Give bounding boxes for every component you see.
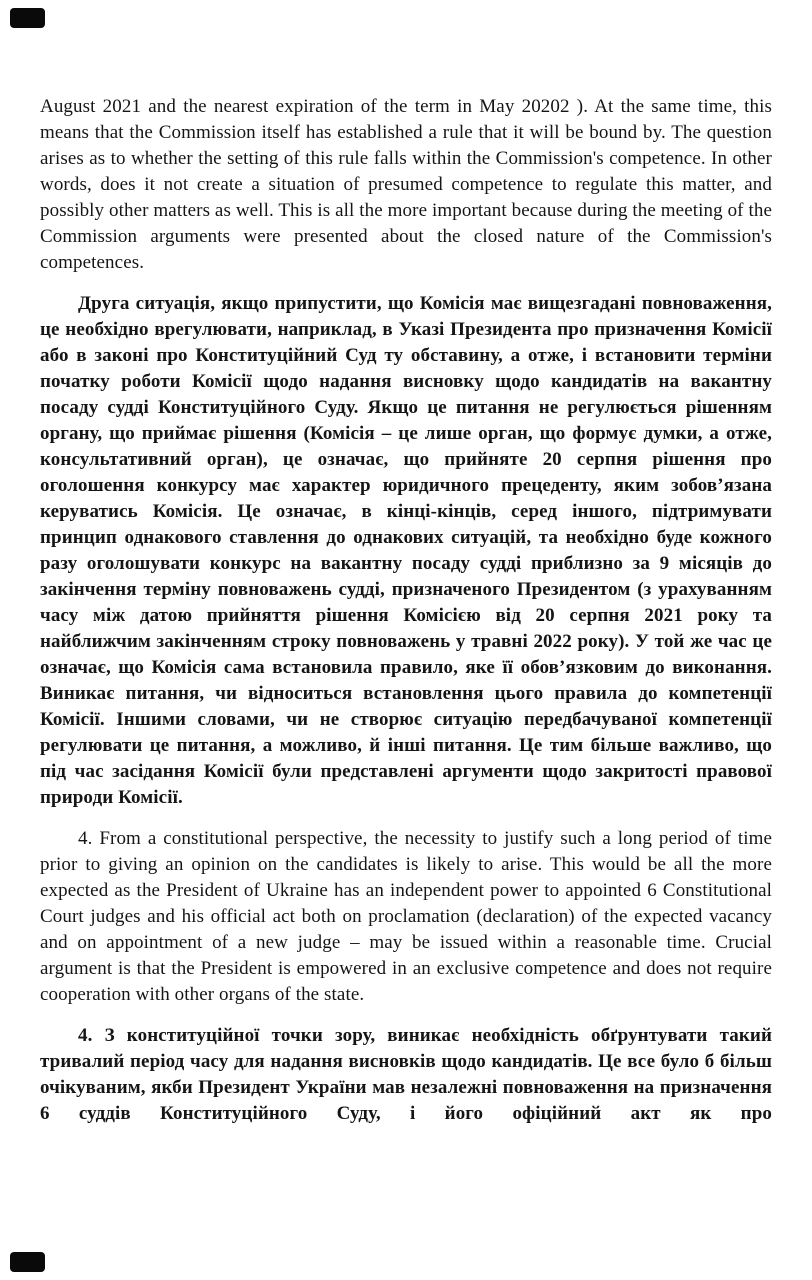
paragraph-english-point-4: 4. From a constitutional perspective, the necessity to justify such a long period of time prior to giving an opinion on the candidates is likely to arise. This would be all the more expected as the President of Ukraine has an independent power to appointed 6 Constitutional Court judges and his official act both on proclamation (declaration) of the expected vacancy and on appointment of a new judge – may be issued within a reasonable time. Crucial argument is that the President is empowered in an exclusive competence and does not require cooperation with other organs of the state.	[40, 828, 772, 1005]
paragraph-ukrainian-point-4: 4. З конституційної точки зору, виникає необхідність обґрунтувати такий тривалий період часу для надання висновків щодо кандидатів. Це все було б більш очікуваним, якби Президент України мав незалежні повноваження на призначення 6 суддів Конституційного Суду, і його офіційний акт як про	[40, 1025, 772, 1124]
scan-corner-mark-top-left	[10, 8, 45, 28]
paragraph-ukrainian-second-situation: Друга ситуація, якщо припустити, що Комісія має вищезгадані повноваження, це необхідно врегулювати, наприклад, в Указі Президента про призначення Комісії або в законі про Конституційний Суд ту обставину, а отже, і встановити терміни початку роботи Комісії щодо надання висновку щодо кандидатів на вакантну посаду судді Конституційного Суду. Якщо це питання не регулюється рішенням органу, що приймає рішення (Комісія – це лише орган, що формує думки, а отже, консультативний орган), це означає, що прийняте 20 серпня рішення про оголошення конкурсу має характер юридичного прецеденту, яким зобов’язана керуватись Комісія. Це означає, в кінці-кінців, серед іншого, підтримувати принцип однакового ставлення до однакових ситуацій, та необхідно буде кожного разу оголошувати конкурс на вакантну посаду судді приблизно за 9 місяців до закінчення терміну повноважень судді, призначеного Президентом (з урахуванням часу між датою прийняття рішення Комісією від 20 серпня 2021 року та найближчим закінченням строку повноважень у травні 2022 року). У той же час це означає, що Комісія сама встановила правило, яке її обов’язковим до виконання. Виникає питання, чи відноситься встановлення цього правила до компетенції Комісії. Іншими словами, чи не створює ситуацію передбачуваної компетенції регулювати це питання, а можливо, й інші питання. Це тим більше важливо, що під час засідання Комісії були представлені аргументи щодо закритості правової природи Комісії.	[40, 293, 772, 808]
document-text-block	[40, 94, 772, 1142]
paragraph-english-continuation: August 2021 and the nearest expiration of the term in May 20202 ). At the same time, this means that the Commission itself has established a rule that it will be bound by. The question arises as to whether the setting of this rule falls within the Commission's competence. In other words, does it not create a situation of presumed competence to regulate this matter, and possibly other matters as well. This is all the more important because during the meeting of the Commission arguments were presented about the closed nature of the Commission's competences.	[40, 96, 772, 273]
scan-corner-mark-bottom-left	[10, 1252, 45, 1272]
